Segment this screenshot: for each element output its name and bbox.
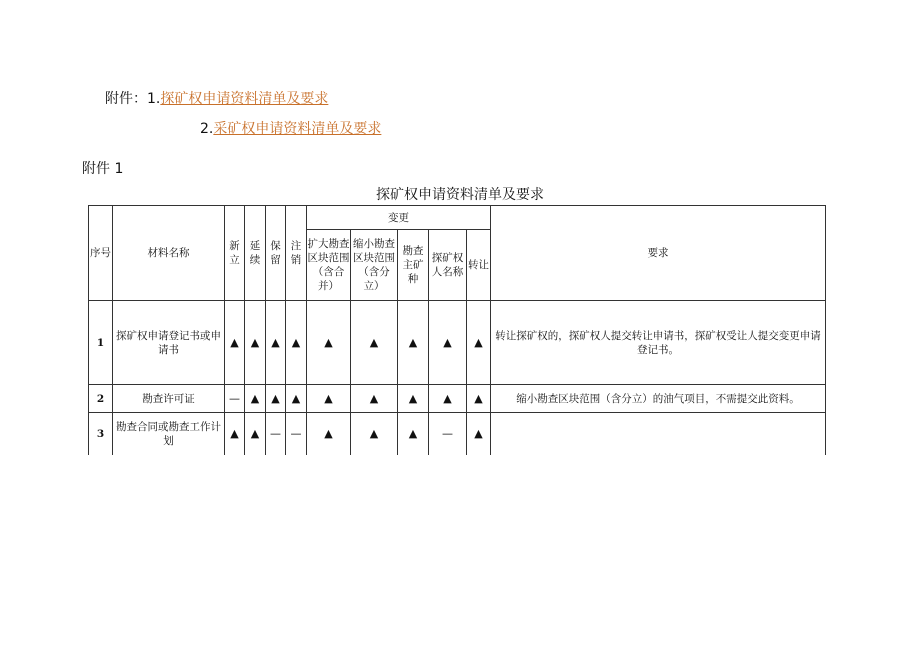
row-mark: ▲: [307, 385, 351, 413]
attachment-2-number: 2.: [200, 121, 214, 137]
row-mark: ▲: [467, 385, 491, 413]
header-change: 变更: [307, 206, 491, 230]
row-index: 1: [89, 301, 113, 385]
row-mark: ▲: [225, 301, 245, 385]
row-mark: ▲: [467, 301, 491, 385]
row-mark: ▲: [307, 413, 351, 455]
row-mark: —: [429, 413, 467, 455]
row-mark: —: [266, 413, 286, 455]
table-row: [89, 385, 826, 413]
table-title: 探矿权申请资料清单及要求: [376, 187, 544, 203]
header-material: 材料名称: [113, 206, 225, 301]
row-index: 3: [89, 413, 113, 455]
row-mark: ▲: [467, 413, 491, 455]
row-mark: ▲: [245, 413, 266, 455]
row-requirement: [491, 413, 826, 455]
row-material: 探矿权申请登记书或申请书: [113, 301, 225, 385]
header-index: 序号: [89, 206, 113, 301]
row-mark: ▲: [245, 385, 266, 413]
attachment-line-1: [105, 88, 328, 108]
header-extend: 延续: [245, 206, 266, 301]
header-cancel: 注销: [286, 206, 307, 301]
row-mark: ▲: [351, 301, 398, 385]
requirements-table: [88, 205, 826, 455]
row-mark: ▲: [429, 385, 467, 413]
header-expand: 扩大勘查区块范围（含合并）: [307, 230, 351, 301]
attachment-1-link[interactable]: 探矿权申请资料清单及要求: [160, 91, 329, 107]
row-mark: ▲: [266, 385, 286, 413]
row-mark: ▲: [398, 413, 429, 455]
row-mark: ▲: [225, 413, 245, 455]
row-mark: —: [225, 385, 245, 413]
table-row: [89, 301, 826, 385]
row-requirement: 转让探矿权的，探矿权人提交转让申请书，探矿权受让人提交变更申请登记书。: [491, 301, 826, 385]
table-row: [89, 413, 826, 455]
row-mark: ▲: [307, 301, 351, 385]
header-rename: 探矿权人名称: [429, 230, 467, 301]
attachment-1-number: 1.: [147, 91, 161, 107]
header-retain: 保留: [266, 206, 286, 301]
row-mark: ▲: [286, 385, 307, 413]
attachment-2-link[interactable]: 采矿权申请资料清单及要求: [213, 121, 382, 137]
row-mark: ▲: [398, 385, 429, 413]
header-requirement: 要求: [491, 206, 826, 301]
row-mark: ▲: [351, 413, 398, 455]
header-shrink: 缩小勘查区块范围（含分立）: [351, 230, 398, 301]
section-heading: 附件 1: [82, 161, 124, 177]
header-mineral: 勘查主矿种: [398, 230, 429, 301]
row-mark: ▲: [351, 385, 398, 413]
row-mark: ▲: [286, 301, 307, 385]
row-mark: ▲: [429, 301, 467, 385]
row-mark: ▲: [398, 301, 429, 385]
attachment-prefix: 附件：: [105, 91, 147, 107]
row-material: 勘查许可证: [113, 385, 225, 413]
row-mark: ▲: [245, 301, 266, 385]
header-transfer: 转让: [467, 230, 491, 301]
attachment-line-2: [200, 118, 381, 138]
row-mark: —: [286, 413, 307, 455]
row-material: 勘查合同或勘查工作计划: [113, 413, 225, 455]
row-index: 2: [89, 385, 113, 413]
header-new: 新立: [225, 206, 245, 301]
header-row-1: [89, 206, 826, 230]
row-requirement: 缩小勘查区块范围（含分立）的油气项目，不需提交此资料。: [491, 385, 826, 413]
row-mark: ▲: [266, 301, 286, 385]
